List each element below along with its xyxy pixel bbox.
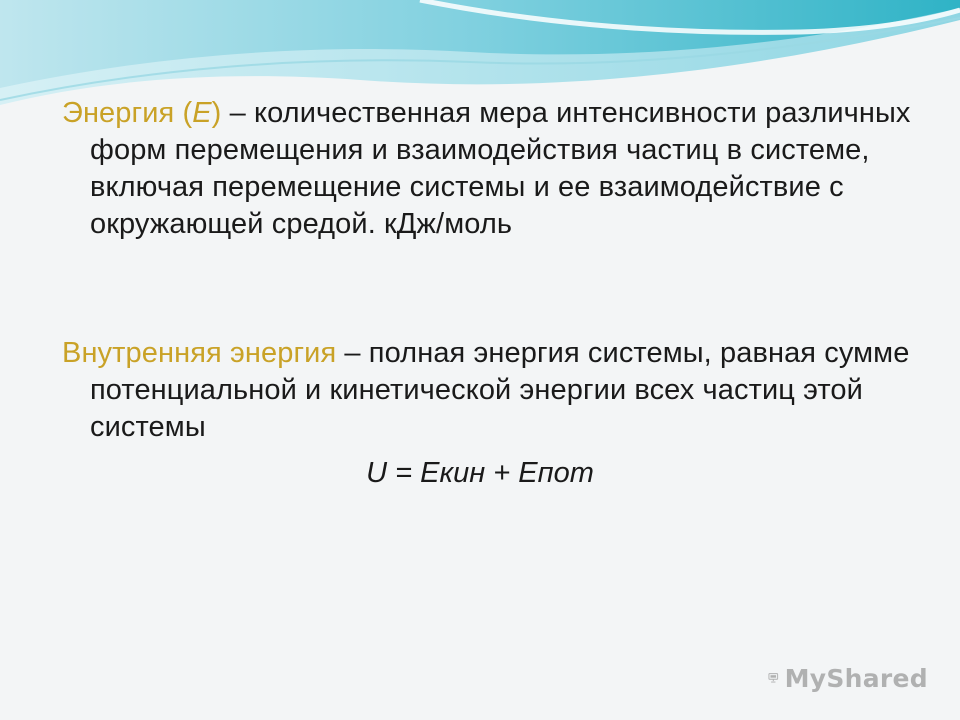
energy-definition-text: – количественная мера интенсивности различных форм перемещения и взаимодействия частиц в системе, включая перемещение системы и ее взаимодействие с окружающей средой. кДж/моль: [90, 97, 911, 240]
internal-energy-definition: [62, 335, 950, 446]
internal-energy-formula: U = Eкин + Eпот: [366, 457, 594, 489]
internal-energy-term: Внутренняя энергия: [62, 337, 337, 369]
watermark-text: MyShared: [784, 663, 928, 693]
projector-screen-icon: [768, 662, 779, 694]
energy-term: Энергия (E): [62, 97, 222, 129]
internal-energy-definition-text: – полная энергия системы, равная сумме потенциальной и кинетической энергии всех частиц этой системы: [90, 337, 910, 443]
energy-symbol: E: [192, 97, 212, 129]
watermark: [768, 658, 928, 698]
energy-definition: [62, 95, 950, 243]
